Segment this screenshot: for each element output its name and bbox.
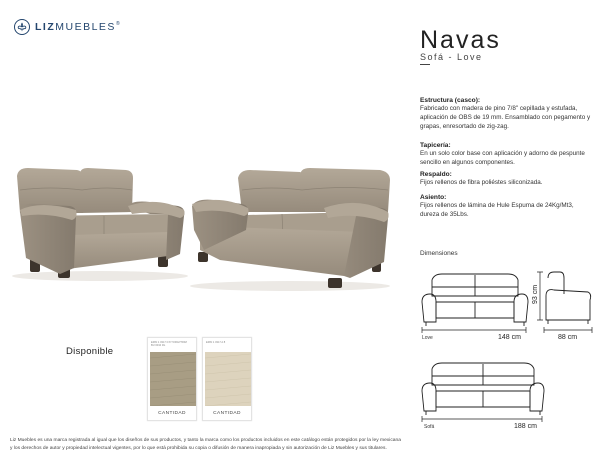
swatch-code: ERIN 1 0317 A 8: [206, 341, 226, 344]
fabric-swatch-1: [147, 337, 197, 421]
sofa-width-value: 188 cm: [514, 423, 537, 430]
spec-seat: [420, 193, 592, 220]
spec-body: En un solo color base con aplicación y adorno de pespunte sencillo en algunos componentes.: [420, 150, 585, 167]
product-title: Navas: [420, 26, 501, 54]
brand-logo: [14, 19, 121, 35]
love-name: Love: [422, 335, 433, 341]
spec-heading: Respaldo:: [420, 171, 452, 178]
availability-label: Disponible: [66, 346, 114, 357]
spec-heading: Estructura (casco):: [420, 97, 481, 104]
fabric-texture: [205, 352, 251, 406]
fabric-texture: [150, 352, 196, 406]
product-photo: [0, 150, 400, 300]
product-subtitle: Sofá - Love: [420, 52, 483, 62]
fleur-de-lis-icon: [14, 19, 30, 35]
love-width-line: [422, 327, 526, 333]
spec-body: Fijos rellenos de lámina de Hule Espuma de 24Kg/Mt3, dureza de 35Lbs.: [420, 202, 574, 219]
sofa-width-line: [422, 416, 542, 422]
dimensions-label: Dimensiones: [420, 250, 458, 257]
spec-body: Fabricado con madera de pino 7/8" cepillada y estufada, aplicación de OBS de 19 mm. Ensamblado con pegamento y grapas, enresortado de zig-zag.: [420, 105, 591, 130]
legal-footer: Liz Muebles es una marca registrada al igual que los diseños de sus productos, y tanto la marca como los productos incluidos en este catálogo están protegidos por la ley mexicana y los derechos de autor y propiedad intelectual vigentes, por lo que está prohibida su copia o difusión de manera inapropiada y sin autorización de Liz Muebles y sus titulares.: [10, 438, 401, 451]
swatch-code: ERIN 1 0317 D 8 TOPAZ/TRIM BU 0034 3G: [151, 341, 187, 348]
spec-heading: Tapicería:: [420, 142, 451, 149]
fabric-swatch-2: [202, 337, 252, 421]
spec-upholstery: [420, 141, 592, 168]
spec-structure: [420, 96, 592, 132]
loveseat-image: [12, 168, 188, 281]
love-front-view: [422, 274, 528, 326]
spec-backrest: [420, 170, 592, 188]
sofa-front-view: [422, 363, 544, 415]
spec-heading: Asiento:: [420, 194, 447, 201]
swatch-caption: CANTIDAD: [213, 411, 241, 416]
love-width-value: 148 cm: [498, 334, 521, 341]
depth-value: 88 cm: [558, 334, 578, 341]
sofa-dimension-drawing: [418, 355, 548, 430]
title-divider: [420, 64, 430, 65]
sofa-image: [190, 168, 390, 291]
sofa-name: Sofá: [424, 424, 435, 430]
love-side-view: [537, 272, 591, 324]
spec-body: Fijos rellenos de fibra poliéstes siliconizada.: [420, 179, 543, 187]
swatch-caption: CANTIDAD: [158, 411, 186, 416]
love-dimension-drawing: [418, 268, 598, 343]
height-value: 93 cm: [532, 284, 539, 304]
brand-wordmark: LIZMUEBLES®: [35, 21, 122, 33]
